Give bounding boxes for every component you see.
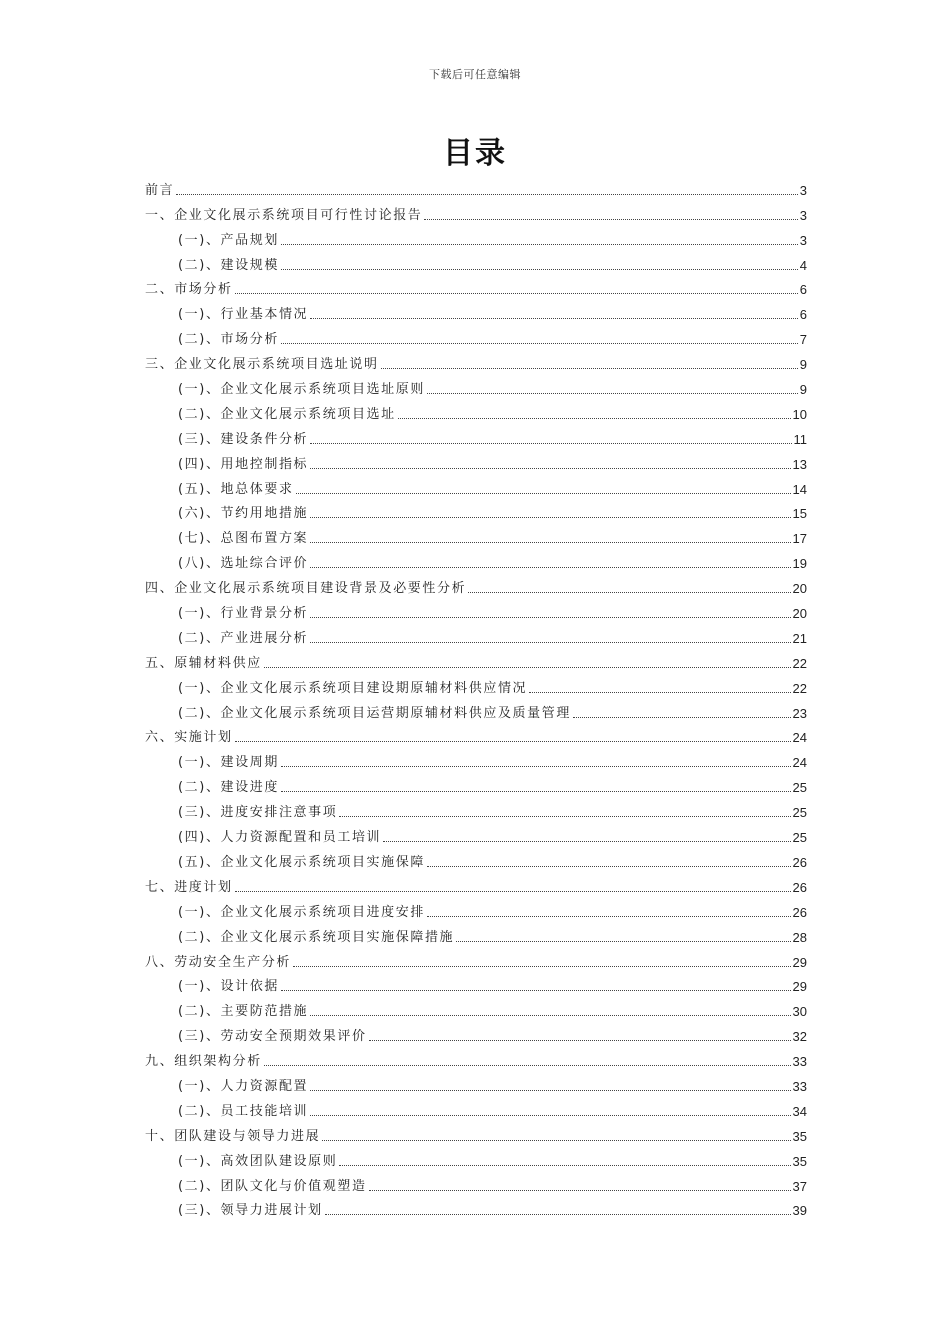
- toc-dot-leader: [235, 890, 791, 892]
- toc-entry-label: 六、实施计划: [145, 730, 233, 746]
- toc-section-entry[interactable]: [145, 1045, 807, 1070]
- toc-page-number: 33: [792, 1078, 807, 1094]
- toc-subsection-entry[interactable]: [145, 298, 807, 323]
- toc-dot-leader: [310, 641, 790, 643]
- toc-subsection-entry[interactable]: [145, 423, 807, 448]
- toc-dot-leader: [424, 218, 797, 220]
- toc-page-number: 13: [792, 456, 807, 472]
- page-title: 目录: [443, 136, 507, 171]
- toc-subsection-entry[interactable]: [145, 1170, 807, 1195]
- toc-page-number: 3: [799, 232, 807, 248]
- toc-entry-label: (一)、产品规划: [178, 232, 279, 248]
- toc-entry-label: (一)、高效团队建设原则: [178, 1153, 338, 1169]
- toc-dot-leader: [381, 367, 798, 369]
- toc-dot-leader: [235, 292, 798, 294]
- toc-entry-label: 四、企业文化展示系统项目建设背景及必要性分析: [145, 581, 467, 597]
- toc-dot-leader: [296, 492, 791, 494]
- toc-entry-label: (一)、企业文化展示系统项目建设期原辅材料供应情况: [178, 680, 528, 696]
- toc-entry-label: 一、企业文化展示系统项目可行性讨论报告: [145, 207, 423, 223]
- toc-dot-leader: [281, 268, 798, 270]
- toc-page-number: 25: [792, 805, 807, 821]
- toc-page-number: 7: [799, 332, 807, 348]
- toc-page-number: 17: [792, 531, 807, 547]
- toc-dot-leader: [369, 1189, 791, 1191]
- toc-entry-label: (一)、行业背景分析: [178, 606, 309, 622]
- toc-page-number: 10: [792, 406, 807, 422]
- toc-page-number: 15: [792, 506, 807, 522]
- toc-entry-label: (二)、企业文化展示系统项目选址: [178, 406, 396, 422]
- toc-section-entry[interactable]: [145, 647, 807, 672]
- toc-dot-leader: [339, 1164, 790, 1166]
- toc-page-number: 26: [792, 854, 807, 870]
- toc-subsection-entry[interactable]: [145, 547, 807, 572]
- toc-entry-label: (二)、市场分析: [178, 332, 279, 348]
- toc-dot-leader: [427, 392, 798, 394]
- toc-page-number: 25: [792, 830, 807, 846]
- toc-page-number: 24: [792, 730, 807, 746]
- toc-dot-leader: [427, 865, 791, 867]
- toc-dot-leader: [310, 1114, 790, 1116]
- toc-page-number: 35: [792, 1128, 807, 1144]
- toc-dot-leader: [529, 691, 790, 693]
- toc-dot-leader: [383, 840, 790, 842]
- toc-page-number: 19: [792, 556, 807, 572]
- toc-entry-label: (二)、建设规模: [178, 257, 279, 273]
- toc-page-number: 30: [792, 1004, 807, 1020]
- toc-entry-label: 九、组织架构分析: [145, 1054, 262, 1070]
- toc-subsection-entry[interactable]: [145, 622, 807, 647]
- toc-dot-leader: [281, 243, 798, 245]
- toc-page-number: 26: [792, 879, 807, 895]
- toc-section-entry[interactable]: [145, 1120, 807, 1145]
- toc-entry-label: (二)、建设进度: [178, 780, 279, 796]
- toc-page-number: 39: [792, 1203, 807, 1219]
- toc-subsection-entry[interactable]: [145, 896, 807, 921]
- toc-section-entry[interactable]: [145, 722, 807, 747]
- toc-entry-label: (一)、企业文化展示系统项目选址原则: [178, 382, 425, 398]
- toc-entry-label: 五、原辅材料供应: [145, 655, 262, 671]
- toc-entry-label: (四)、用地控制指标: [178, 456, 309, 472]
- toc-subsection-entry[interactable]: [145, 1145, 807, 1170]
- toc-dot-leader: [310, 442, 791, 444]
- toc-subsection-entry[interactable]: [145, 597, 807, 622]
- toc-section-entry[interactable]: [145, 572, 807, 597]
- toc-page-number: 9: [799, 357, 807, 373]
- toc-entry-label: (一)、设计依据: [178, 979, 279, 995]
- toc-page-number: 22: [792, 655, 807, 671]
- toc-dot-leader: [264, 1064, 791, 1066]
- toc-page-number: 33: [792, 1054, 807, 1070]
- toc-page-number: 20: [792, 581, 807, 597]
- toc-page-number: 4: [799, 257, 807, 273]
- toc-page-number: 29: [792, 954, 807, 970]
- toc-dot-leader: [264, 666, 791, 668]
- toc-section-entry[interactable]: [145, 199, 807, 224]
- toc-section-entry[interactable]: [145, 871, 807, 896]
- toc-dot-leader: [456, 940, 790, 942]
- toc-page-number: 35: [792, 1153, 807, 1169]
- toc-dot-leader: [176, 193, 798, 195]
- toc-entry-label: (四)、人力资源配置和员工培训: [178, 830, 382, 846]
- toc-page-number: 37: [792, 1178, 807, 1194]
- toc-entry-label: (二)、企业文化展示系统项目运营期原辅材料供应及质量管理: [178, 705, 571, 721]
- toc-page-number: 29: [792, 979, 807, 995]
- toc-dot-leader: [468, 591, 790, 593]
- toc-entry-label: (三)、劳动安全预期效果评价: [178, 1029, 367, 1045]
- toc-dot-leader: [339, 815, 790, 817]
- toc-page-number: 32: [792, 1029, 807, 1045]
- toc-entry-label: (二)、产业进展分析: [178, 630, 309, 646]
- toc-entry-label: 十、团队建设与领导力进展: [145, 1128, 321, 1144]
- toc-subsection-entry[interactable]: [145, 796, 807, 821]
- toc-entry-label: (三)、领导力进展计划: [178, 1203, 323, 1219]
- toc-entry-label: (二)、团队文化与价值观塑造: [178, 1178, 367, 1194]
- toc-subsection-entry[interactable]: [145, 971, 807, 996]
- toc-dot-leader: [310, 566, 790, 568]
- toc-section-entry[interactable]: [145, 946, 807, 971]
- toc-page-number: 3: [799, 182, 807, 198]
- toc-dot-leader: [310, 1089, 790, 1091]
- toc-entry-label: (二)、员工技能培训: [178, 1103, 309, 1119]
- toc-subsection-entry[interactable]: [145, 398, 807, 423]
- toc-dot-leader: [281, 790, 791, 792]
- toc-dot-leader: [281, 765, 791, 767]
- toc-dot-leader: [310, 516, 790, 518]
- toc-dot-leader: [310, 467, 790, 469]
- toc-subsection-entry[interactable]: [145, 498, 807, 523]
- toc-page-number: 26: [792, 904, 807, 920]
- toc-subsection-entry[interactable]: [145, 323, 807, 348]
- toc-page-number: 21: [792, 630, 807, 646]
- toc-dot-leader: [398, 417, 791, 419]
- toc-section-entry[interactable]: [145, 274, 807, 299]
- toc-dot-leader: [281, 989, 791, 991]
- toc-subsection-entry[interactable]: [145, 373, 807, 398]
- toc-subsection-entry[interactable]: [145, 224, 807, 249]
- toc-entry-label: (二)、主要防范措施: [178, 1004, 309, 1020]
- toc-page-number: 11: [793, 431, 807, 447]
- toc-page-number: 24: [792, 755, 807, 771]
- toc-subsection-entry[interactable]: [145, 746, 807, 771]
- toc-subsection-entry[interactable]: [145, 473, 807, 498]
- toc-subsection-entry[interactable]: [145, 522, 807, 547]
- toc-entry-label: (一)、建设周期: [178, 755, 279, 771]
- toc-entry-label: 三、企业文化展示系统项目选址说明: [145, 357, 379, 373]
- toc-subsection-entry[interactable]: [145, 1095, 807, 1120]
- toc-subsection-entry[interactable]: [145, 697, 807, 722]
- toc-entry-label: 八、劳动安全生产分析: [145, 954, 292, 970]
- toc-dot-leader: [310, 317, 798, 319]
- toc-entry-label: 前言: [145, 182, 175, 198]
- toc-entry-label: 七、进度计划: [145, 879, 233, 895]
- toc-entry-label: (六)、节约用地措施: [178, 506, 309, 522]
- toc-page-number: 6: [799, 307, 807, 323]
- toc-page-number: 34: [792, 1103, 807, 1119]
- toc-subsection-entry[interactable]: [145, 821, 807, 846]
- toc-subsection-entry[interactable]: [145, 448, 807, 473]
- toc-entry-label: (二)、企业文化展示系统项目实施保障措施: [178, 929, 455, 945]
- toc-page-number: 3: [799, 207, 807, 223]
- toc-entry-label: (八)、选址综合评价: [178, 556, 309, 572]
- toc-dot-leader: [310, 1014, 790, 1016]
- toc-subsection-entry[interactable]: [145, 846, 807, 871]
- toc-entry-label: 二、市场分析: [145, 282, 233, 298]
- toc-subsection-entry[interactable]: [145, 672, 807, 697]
- toc-subsection-entry[interactable]: [145, 1020, 807, 1045]
- toc-page-number: 22: [792, 680, 807, 696]
- toc-entry-label: (一)、行业基本情况: [178, 307, 309, 323]
- toc-dot-leader: [235, 740, 791, 742]
- toc-entry-label: (三)、进度安排注意事项: [178, 805, 338, 821]
- toc-dot-leader: [427, 915, 791, 917]
- toc-entry-label: (七)、总图布置方案: [178, 531, 309, 547]
- toc-dot-leader: [281, 342, 798, 344]
- toc-entry-label: (一)、企业文化展示系统项目进度安排: [178, 904, 425, 920]
- toc-page-number: 9: [799, 382, 807, 398]
- toc-page-number: 6: [799, 282, 807, 298]
- toc-page-number: 25: [792, 780, 807, 796]
- toc-section-entry[interactable]: [145, 348, 807, 373]
- toc-dot-leader: [573, 716, 791, 718]
- toc-subsection-entry[interactable]: [145, 771, 807, 796]
- toc-subsection-entry[interactable]: [145, 249, 807, 274]
- toc-page-number: 28: [792, 929, 807, 945]
- toc-entry-label: (五)、地总体要求: [178, 481, 294, 497]
- toc-subsection-entry[interactable]: [145, 1070, 807, 1095]
- toc-dot-leader: [322, 1139, 790, 1141]
- toc-entry-label: (五)、企业文化展示系统项目实施保障: [178, 854, 425, 870]
- toc-page-number: 20: [792, 606, 807, 622]
- toc-subsection-entry[interactable]: [145, 995, 807, 1020]
- toc-dot-leader: [310, 616, 790, 618]
- toc-entry-label: (一)、人力资源配置: [178, 1078, 309, 1094]
- toc-section-entry[interactable]: [145, 174, 807, 199]
- toc-dot-leader: [369, 1039, 791, 1041]
- toc-dot-leader: [310, 541, 790, 543]
- toc-entry-label: (三)、建设条件分析: [178, 431, 309, 447]
- toc-subsection-entry[interactable]: [145, 921, 807, 946]
- table-of-contents: [145, 174, 807, 1219]
- toc-page-number: 14: [792, 481, 807, 497]
- toc-dot-leader: [325, 1213, 791, 1215]
- toc-page-number: 23: [792, 705, 807, 721]
- header-note: 下载后可任意编辑: [429, 68, 521, 81]
- toc-subsection-entry[interactable]: [145, 1195, 807, 1220]
- toc-dot-leader: [293, 965, 791, 967]
